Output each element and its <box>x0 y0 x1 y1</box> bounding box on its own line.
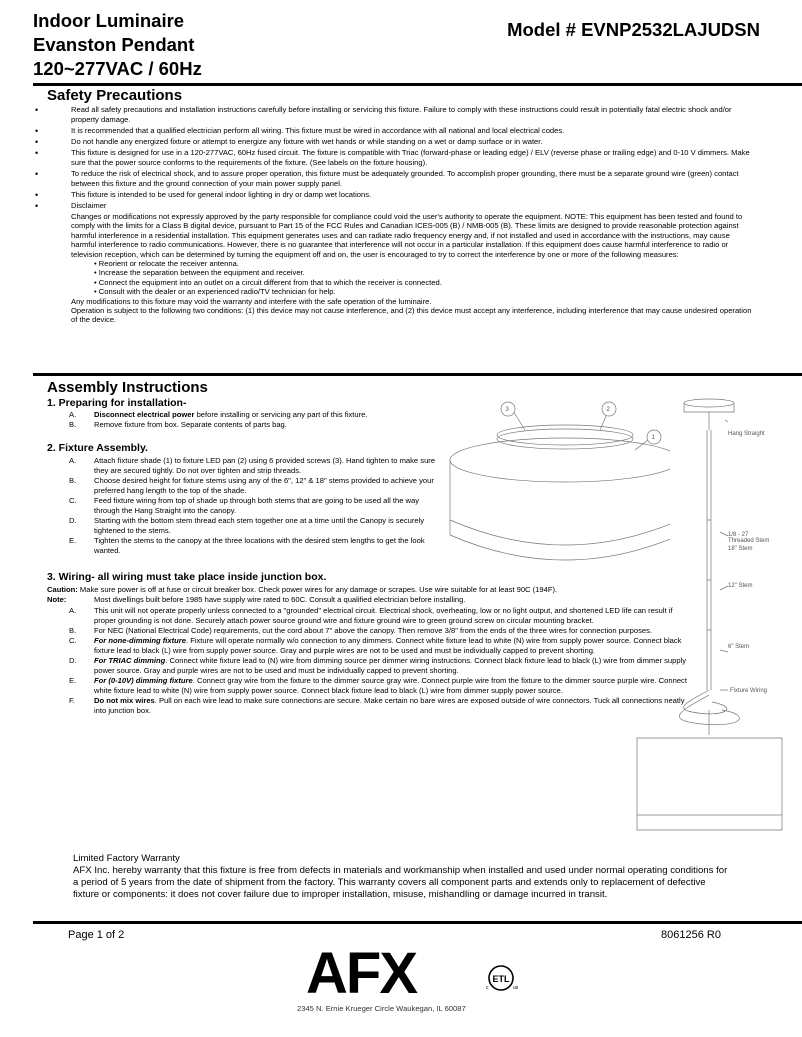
step-item <box>47 410 467 420</box>
step-text: . Connect gray wire from the fixture to the dimmer source gray wire. Connect purple wire from the fixture to the dimmer source purple wire. Connect white fixture lead to white (N) wire from supply power source. Connect black fixture lead to black (L) wire from dimmer supply power source. <box>94 676 687 695</box>
step-text: Remove fixture from box. Separate contents of parts bag. <box>94 420 287 429</box>
safety-heading: Safety Precautions <box>47 87 183 104</box>
step-item <box>47 420 467 430</box>
safety-item: • This fixture is intended to be used for general indoor lighting in dry or damp wet locations. <box>33 190 757 200</box>
step-item <box>47 656 691 676</box>
step2-heading: 2. Fixture Assembly. <box>47 442 148 454</box>
step2-list <box>47 456 442 556</box>
step-item <box>47 476 442 496</box>
step1-heading: 1. Preparing for installation- <box>47 397 187 409</box>
caution-line <box>47 585 707 595</box>
company-address: 2345 N. Ernie Krueger Circle Waukegan, IL 60087 <box>297 1004 466 1013</box>
label-18-stem: 18" Stem <box>728 546 753 552</box>
measure-item: • Connect the equipment into an outlet on a circuit different from that to which the receiver is connected. <box>94 277 442 287</box>
step-bold: For (0-10V) dimming fixture <box>94 676 193 685</box>
step-text: . Pull on each wire lead to make sure connections are secure. Make certain no bare wires are exposed outside of wire connectors. Tuck all connections neatly into junction box. <box>94 696 685 715</box>
step-letter: E. <box>69 676 77 685</box>
title-line: Indoor Luminaire <box>33 10 185 31</box>
document-code: 8061256 R0 <box>661 929 721 941</box>
step-letter: F. <box>69 696 75 705</box>
step-letter: A. <box>69 606 77 615</box>
step-item <box>47 456 442 476</box>
callout-1: 1 <box>651 435 655 441</box>
label-12-stem: 12" Stem <box>728 583 753 589</box>
safety-section <box>33 105 757 325</box>
callout-2: 2 <box>606 407 610 413</box>
assembly-heading: Assembly Instructions <box>47 379 208 396</box>
label-threaded-stem: Threaded Stem <box>728 538 770 544</box>
note-label: Note: <box>47 595 67 604</box>
step-bold: Do not mix wires <box>94 696 155 705</box>
measure-item: • Increase the separation between the equipment and receiver. <box>94 268 305 278</box>
step-text: Tighten the stems to the canopy at the three locations with the desired stem lengths to get the look wanted. <box>94 536 425 555</box>
page-number: Page 1 of 2 <box>68 929 125 941</box>
modification-note: Any modifications to this fixture may void the warranty and interfere with the safe operation of the luminaire. <box>71 296 432 306</box>
label-thread-size: 1/8 - 27 <box>728 532 749 538</box>
note-line <box>47 595 687 605</box>
measure-item: • Consult with the dealer or an experienced radio/TV technician for help. <box>94 287 336 297</box>
etl-text: ETL <box>492 974 510 984</box>
measures-list <box>71 259 757 297</box>
etl-us: us <box>513 985 518 991</box>
etl-listed-mark <box>484 961 518 995</box>
product-title <box>33 9 202 81</box>
header-divider <box>33 83 802 86</box>
step-item <box>47 606 691 626</box>
step-text: This unit will not operate properly unless connected to a "grounded" electrical circuit. Electrical shock, overheating, low or no light output, and shortened LED life can result if proper grounding is not done. Securely attach power source ground wire and fixture ground wire to green ground screw on circular mounting bracket. <box>94 606 673 625</box>
step-item <box>47 516 442 536</box>
warranty-text: AFX Inc. hereby warranty that this fixture is free from defects in materials and workmanship when installed and used under normal operating conditions for a period of 5 years from the date of shipment from the factory. This warranty covers all component parts and extends only to replacement of defective fixture or components: it does not cover failure due to improper installation, misuse, mishandling or damage incurred in transit. <box>73 865 728 900</box>
safety-item: • Do not handle any energized fixture or attempt to energize any fixture with wet hands or while standing on a wet or damp surface or in water. <box>33 137 757 147</box>
step-item <box>47 496 442 516</box>
step3-heading: 3. Wiring- all wiring must take place inside junction box. <box>47 571 327 583</box>
hanging-diagram-svg <box>632 390 802 840</box>
step-letter: B. <box>69 476 77 485</box>
step-item <box>47 536 442 556</box>
section-divider <box>33 373 802 376</box>
step-letter: A. <box>69 410 77 419</box>
label-fixture-wiring: Fixture Wiring <box>730 688 768 694</box>
caution-text: Make sure power is off at fuse or circuit breaker box. Check power wires for any damage or scrapes. Use wire suitable for at least 90C (194F). <box>77 585 558 594</box>
step-text: Attach fixture shade (1) to fixture LED pan (2) using 6 provided screws (3). Hand tighten to make sure they are secured tightly. Do not over tighten and strip threads. <box>94 456 436 475</box>
model-number: Model # EVNP2532LAJUDSN <box>507 19 760 40</box>
step-bold: For none-dimming fixture <box>94 636 186 645</box>
warranty-section <box>73 853 733 901</box>
operation-conditions: Operation is subject to the following two conditions: (1) this device may not cause interference, and (2) this device must accept any interference, including interference that may cause undesired operation of the device. <box>71 306 752 325</box>
callout-3: 3 <box>505 407 509 413</box>
step-bold: For TRIAC dimming <box>94 656 166 665</box>
step-letter: D. <box>69 656 77 665</box>
step-bold: Disconnect electrical power <box>94 410 195 419</box>
step-letter: E. <box>69 536 77 545</box>
step-item <box>47 676 691 696</box>
step-item <box>47 696 691 716</box>
step-text: before installing or servicing any part of this fixture. <box>194 410 368 419</box>
step-text: Starting with the bottom stem thread each stem together one at a time until the Canopy is securely tightened to the stems. <box>94 516 425 535</box>
step-text: Feed fixture wiring from top of shade up through both stems that are going to be used all the way through the Hang Straight into the canopy. <box>94 496 420 515</box>
safety-item: • To reduce the risk of electrical shock, and to assure proper operation, this fixture must be adequately grounded. To accomplish proper grounding, there must be a separate ground wire (green) contact between this fixture and the ground connection of your main power supply panel. <box>33 169 757 189</box>
step-letter: C. <box>69 636 77 645</box>
step-letter: B. <box>69 626 77 635</box>
note-text: Most dwellings built before 1985 have supply wire rated to 60C. Consult a qualified electrician before installing. <box>94 595 466 604</box>
step-text: . Connect white fixture lead to (N) wire from dimming source per dimmer wiring instructions. Connect black fixture lead to black (L) wire from dimmer supply power source. Gray and purple wires are not to be used and must be individually capped to prevent shorting. <box>94 656 687 675</box>
etl-c: c <box>486 985 489 991</box>
hanging-assembly-diagram <box>632 390 802 840</box>
warranty-heading: Limited Factory Warranty <box>73 853 180 864</box>
disclaimer-text: Changes or modifications not expressly approved by the party responsible for compliance could void the user's authority to operate the equipment. NOTE: This equipment has been tested and found to comply with the limits for a Class B digital device, pursuant to Part 15 of the FCC Rules and Canadian ICES-005 (B) / NMB-005 (B). These limits are designed to provide reasonable protection against harmful interference in a residential installation. This equipment generates uses and can radiate radio frequency energy and, if not installed and used in accordance with the instructions, may cause harmful interference to radio communications. However, there is no guarantee that interference will not occur in a particular installation. If this equipment does cause harmful interference to radio or television reception, which can be determined by turning the equipment off and on, the user is encouraged to try to correct the interference by one or more of the following measures: <box>71 212 743 259</box>
step-letter: A. <box>69 456 77 465</box>
step-item <box>47 626 691 636</box>
step-letter: C. <box>69 496 77 505</box>
disclaimer-block <box>33 212 757 325</box>
title-line: Evanston Pendant <box>33 34 195 55</box>
step3-list <box>47 606 691 716</box>
step-text: For NEC (National Electrical Code) requirements, cut the cord about 7" above the canopy. Then remove 3/8" from the ends of the three wires for connection purposes. <box>94 626 653 635</box>
step-text: Choose desired height for fixture stems using any of the 6", 12" & 18" stems provided to achieve your preferred hang length to the top of the shade. <box>94 476 434 495</box>
safety-item: • Read all safety precautions and installation instructions carefully before installing or servicing this fixture. Failure to comply with these instructions could result in potentially fatal electric shock and/or property damage. <box>33 105 757 125</box>
etl-mark-svg <box>484 961 518 995</box>
step1-list <box>47 410 467 430</box>
safety-item: • This fixture is designed for use in a 120-277VAC, 60Hz fused circuit. The fixture is compatible with Triac (forward-phase or leading edge) / ELV (reverse phase or trailing edge) and 0-10 V dimmers. Make sure that the power source conforms to the requirements of the fixture. (See labels on the fixture housing). <box>33 148 757 168</box>
step-text: . Fixture will operate normally w/o connection to any dimmers. Connect white fixture lead to white (N) wire from supply power source. Connect black fixture lead to black (L) wire from supply power source. Gray and purple wires are not to be used and must be individually capped to prevent shorting. <box>94 636 682 655</box>
label-hang-straight: Hang Straight <box>728 431 765 437</box>
footer-divider <box>33 921 802 924</box>
afx-logo: AFX <box>306 941 416 1006</box>
measure-item: • Reorient or relocate the receiver antenna. <box>94 259 239 269</box>
title-line: 120~277VAC / 60Hz <box>33 58 202 79</box>
step-item <box>47 636 691 656</box>
caution-label: Caution: <box>47 585 78 594</box>
safety-item: • It is recommended that a qualified electrician perform all wiring. This fixture must be wired in accordance with all national and local electrical codes. <box>33 126 757 136</box>
safety-item: • Disclaimer <box>33 201 757 211</box>
label-6-stem: 6" Stem <box>728 644 750 650</box>
step-letter: B. <box>69 420 77 429</box>
step-letter: D. <box>69 516 77 525</box>
